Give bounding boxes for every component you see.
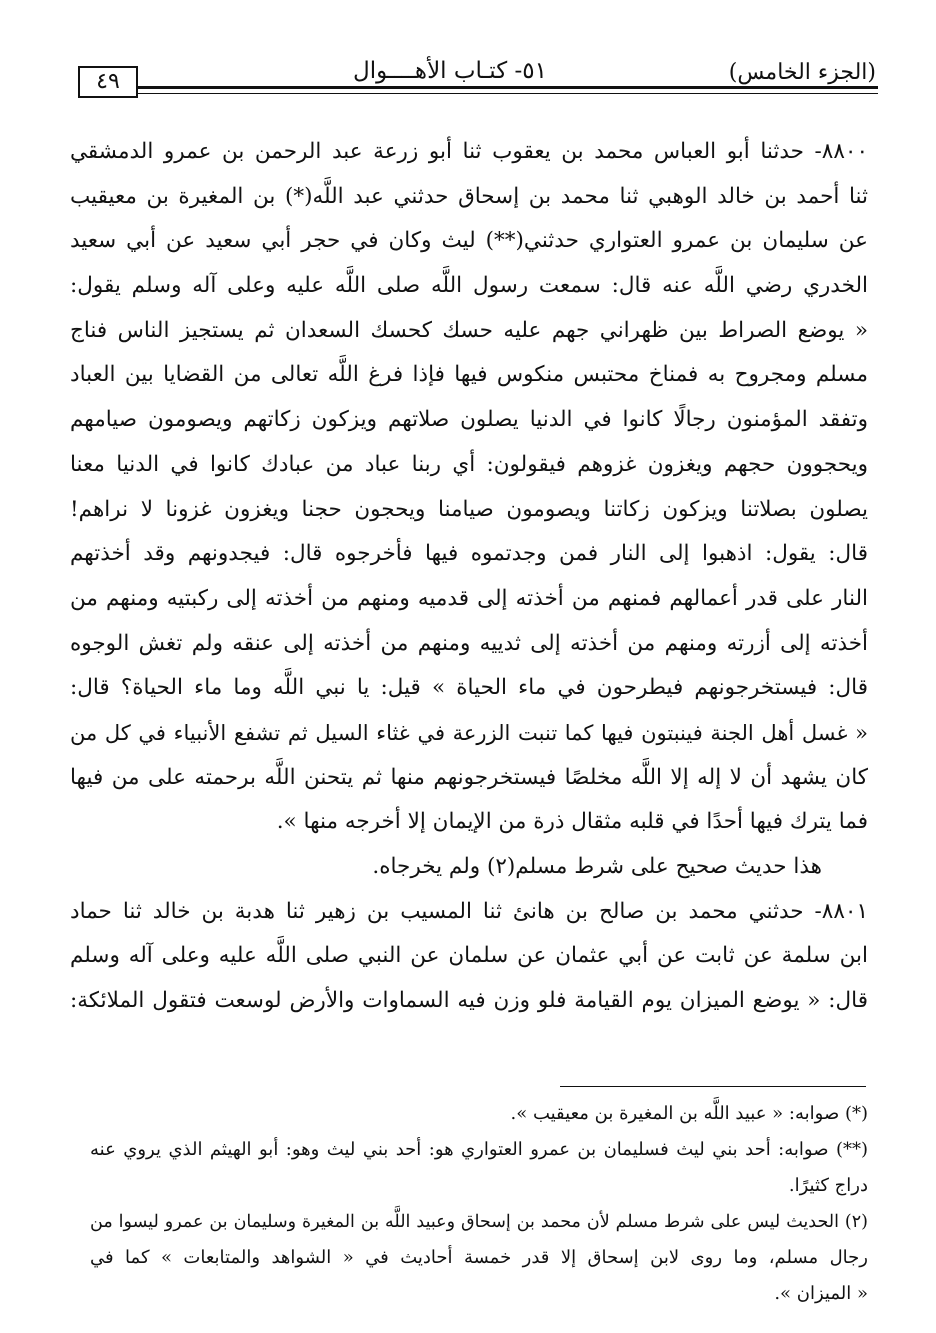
text-line: قال: فيستخرجونهم فيطرحون في ماء الحياة » قيل: يا نبي اللَّه وما ماء الحياة؟ قال: (70, 675, 868, 701)
main-text (70, 130, 868, 1024)
text-line: ويحجوون حجهم ويغزون غزوهم فيقولون: أي ربنا عباد من عبادك كانوا في الدنيا معنا (70, 451, 868, 477)
text-line: « غسل أهل الجنة فينبتون فيها كما تنبت الزرعة في غثاء السيل ثم تشفع الأنبياء في كل من (70, 720, 868, 745)
text-line: يصلون بصلاتنا ويزكون زكاتنا ويصومون صيامنا ويحجون حجنا ويغزون غزونا لا نراهم! (70, 496, 868, 522)
text-line: الخدري رضي اللَّه عنه قال: سمعت رسول اللَّه صلى اللَّه عليه وعلى آله وسلم يقول: (70, 273, 868, 299)
text-line: عن سليمان بن عمرو العتواري حدثني(**) ليث وكان في حجر أبي سعيد عن أبي سعيد (70, 228, 868, 254)
text-line: « يوضع الصراط بين ظهراني جهم عليه حسك كحسك السعدان ثم يستجيز الناس فناج (70, 317, 868, 343)
text-line: ابن سلمة عن ثابت عن أبي عثمان عن سلمان عن النبي صلى اللَّه عليه وعلى آله وسلم (70, 943, 868, 969)
text-line: قال: « يوضع الميزان يوم القيامة فلو وزن فيه السماوات والأرض لوسعت فتقول الملائكة: (70, 988, 868, 1014)
footnote-line: دراج كثيرًا. (788, 1175, 868, 1196)
footnote-line: رجال مسلم، وما روى لابن إسحاق إلا قدر خمسة أحاديث في « الشواهد والمتابعات » كما في (90, 1247, 868, 1268)
text-line: أخذته إلى أزرته ومنهم من أخذته إلى ثدييه ومنهم من أخذته إلى عنقه ولم تغش الوجوه (70, 630, 868, 656)
text-line: فما يترك فيها أحدًا في قلبه مثقال ذرة من الإيمان إلا أخرجه منها ». (276, 809, 868, 835)
text-line: ثنا أحمد بن خالد الوهبي ثنا محمد بن إسحاق حدثني عبد اللَّه(*) بن المغيرة بن معيقيب (70, 183, 868, 209)
running-header-chapter: ٥١- كتـاب الأهــــوال (353, 58, 547, 84)
text-line: قال: يقول: اذهبوا إلى النار فمن وجدتموه فيها فأخرجوه قال: فيجدونهم وقد أخذتهم (70, 541, 868, 567)
page-number: ٤٩ (78, 66, 138, 98)
footnote-separator (560, 1086, 866, 1087)
footnotes (90, 1096, 868, 1312)
footnote-line: « الميزان ». (774, 1283, 868, 1304)
text-line: النار على قدر أعمالهم فمنهم من أخذته إلى قدميه ومنهم من أخذته إلى ركبتيه ومنهم من (70, 585, 868, 611)
text-line: ٨٨٠١- حدثني محمد بن صالح بن هانئ ثنا المسيب بن زهير ثنا هدبة بن خالد ثنا حماد (70, 898, 868, 924)
header-rule-thick (138, 86, 878, 89)
text-line: مسلم ومجروح به فمناخ محتبس منكوس فيها فإذا فرغ اللَّه تعالى من القضايا بين العباد (70, 362, 868, 388)
footnote-line: (*) صوابه: « عبيد اللَّه بن المغيرة بن معيقيب ». (510, 1103, 868, 1124)
header-rule-thin (138, 93, 878, 94)
text-line: ٨٨٠٠- حدثنا أبو العباس محمد بن يعقوب ثنا أبو زرعة عبد الرحمن بن عمرو الدمشقي (70, 139, 868, 164)
footnote-line: (٢) الحديث ليس على شرط مسلم لأن محمد بن إسحاق وعبيد اللَّه بن المغيرة وسليمان بن عمرو ليسوا من (90, 1212, 868, 1232)
text-line: وتفقد المؤمنون رجالًا كانوا في الدنيا يصلون صلاتهم ويزكون زكاتهم ويصومون صيامهم (70, 407, 868, 433)
text-line: كان يشهد أن لا إله إلا اللَّه مخلصًا فيستخرجونهم منها ثم يتحنن اللَّه برحمته على من فيها (70, 764, 868, 790)
footnote-line: (**) صوابه: أحد بني ليث فسليمان بن عمرو العتواري هو: أحد بني ليث وهو: أبو الهيثم الذي يروي عنه (90, 1139, 868, 1160)
text-line: هذا حديث صحيح على شرط مسلم(٢) ولم يخرجاه. (372, 854, 822, 879)
running-header-volume: (الجزء الخامس) (728, 60, 876, 85)
